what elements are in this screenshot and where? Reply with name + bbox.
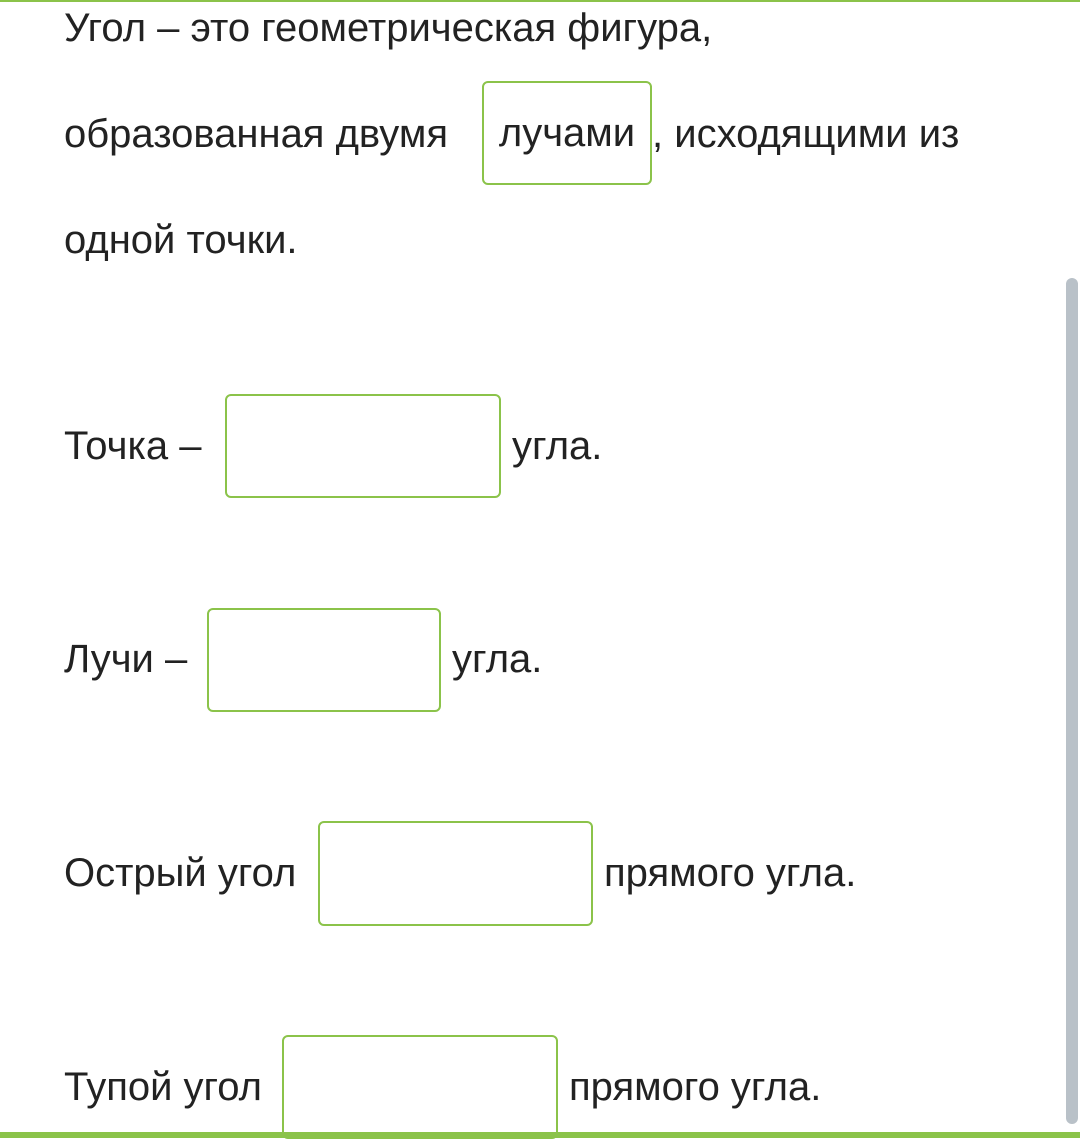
- sentence-4-after: прямого угла.: [604, 851, 857, 895]
- blank-input-2[interactable]: [225, 394, 501, 498]
- blank-input-5[interactable]: [282, 1035, 558, 1139]
- blank-input-4[interactable]: [318, 821, 593, 926]
- sentence-1-line-3: одной точки.: [64, 218, 298, 262]
- blank-input-3[interactable]: [207, 608, 441, 712]
- sentence-1-line-2-after: , исходящими из: [652, 112, 960, 156]
- bottom-accent-border: [0, 1132, 1080, 1138]
- sentence-5-after: прямого угла.: [569, 1065, 822, 1109]
- sentence-1-line-2-before: образованная двумя: [64, 112, 449, 156]
- sentence-5-before: Тупой угол: [64, 1065, 262, 1109]
- sentence-2-before: Точка –: [64, 424, 202, 468]
- sentence-4-before: Острый угол: [64, 851, 297, 895]
- blank-input-1[interactable]: [482, 81, 652, 185]
- sentence-3-after: угла.: [452, 637, 543, 681]
- top-accent-border: [0, 0, 1080, 2]
- vertical-scrollbar[interactable]: [1066, 278, 1078, 1124]
- sentence-2-after: угла.: [512, 424, 603, 468]
- sentence-3-before: Лучи –: [64, 637, 188, 681]
- sentence-1-line-1: Угол – это геометрическая фигура,: [64, 6, 713, 50]
